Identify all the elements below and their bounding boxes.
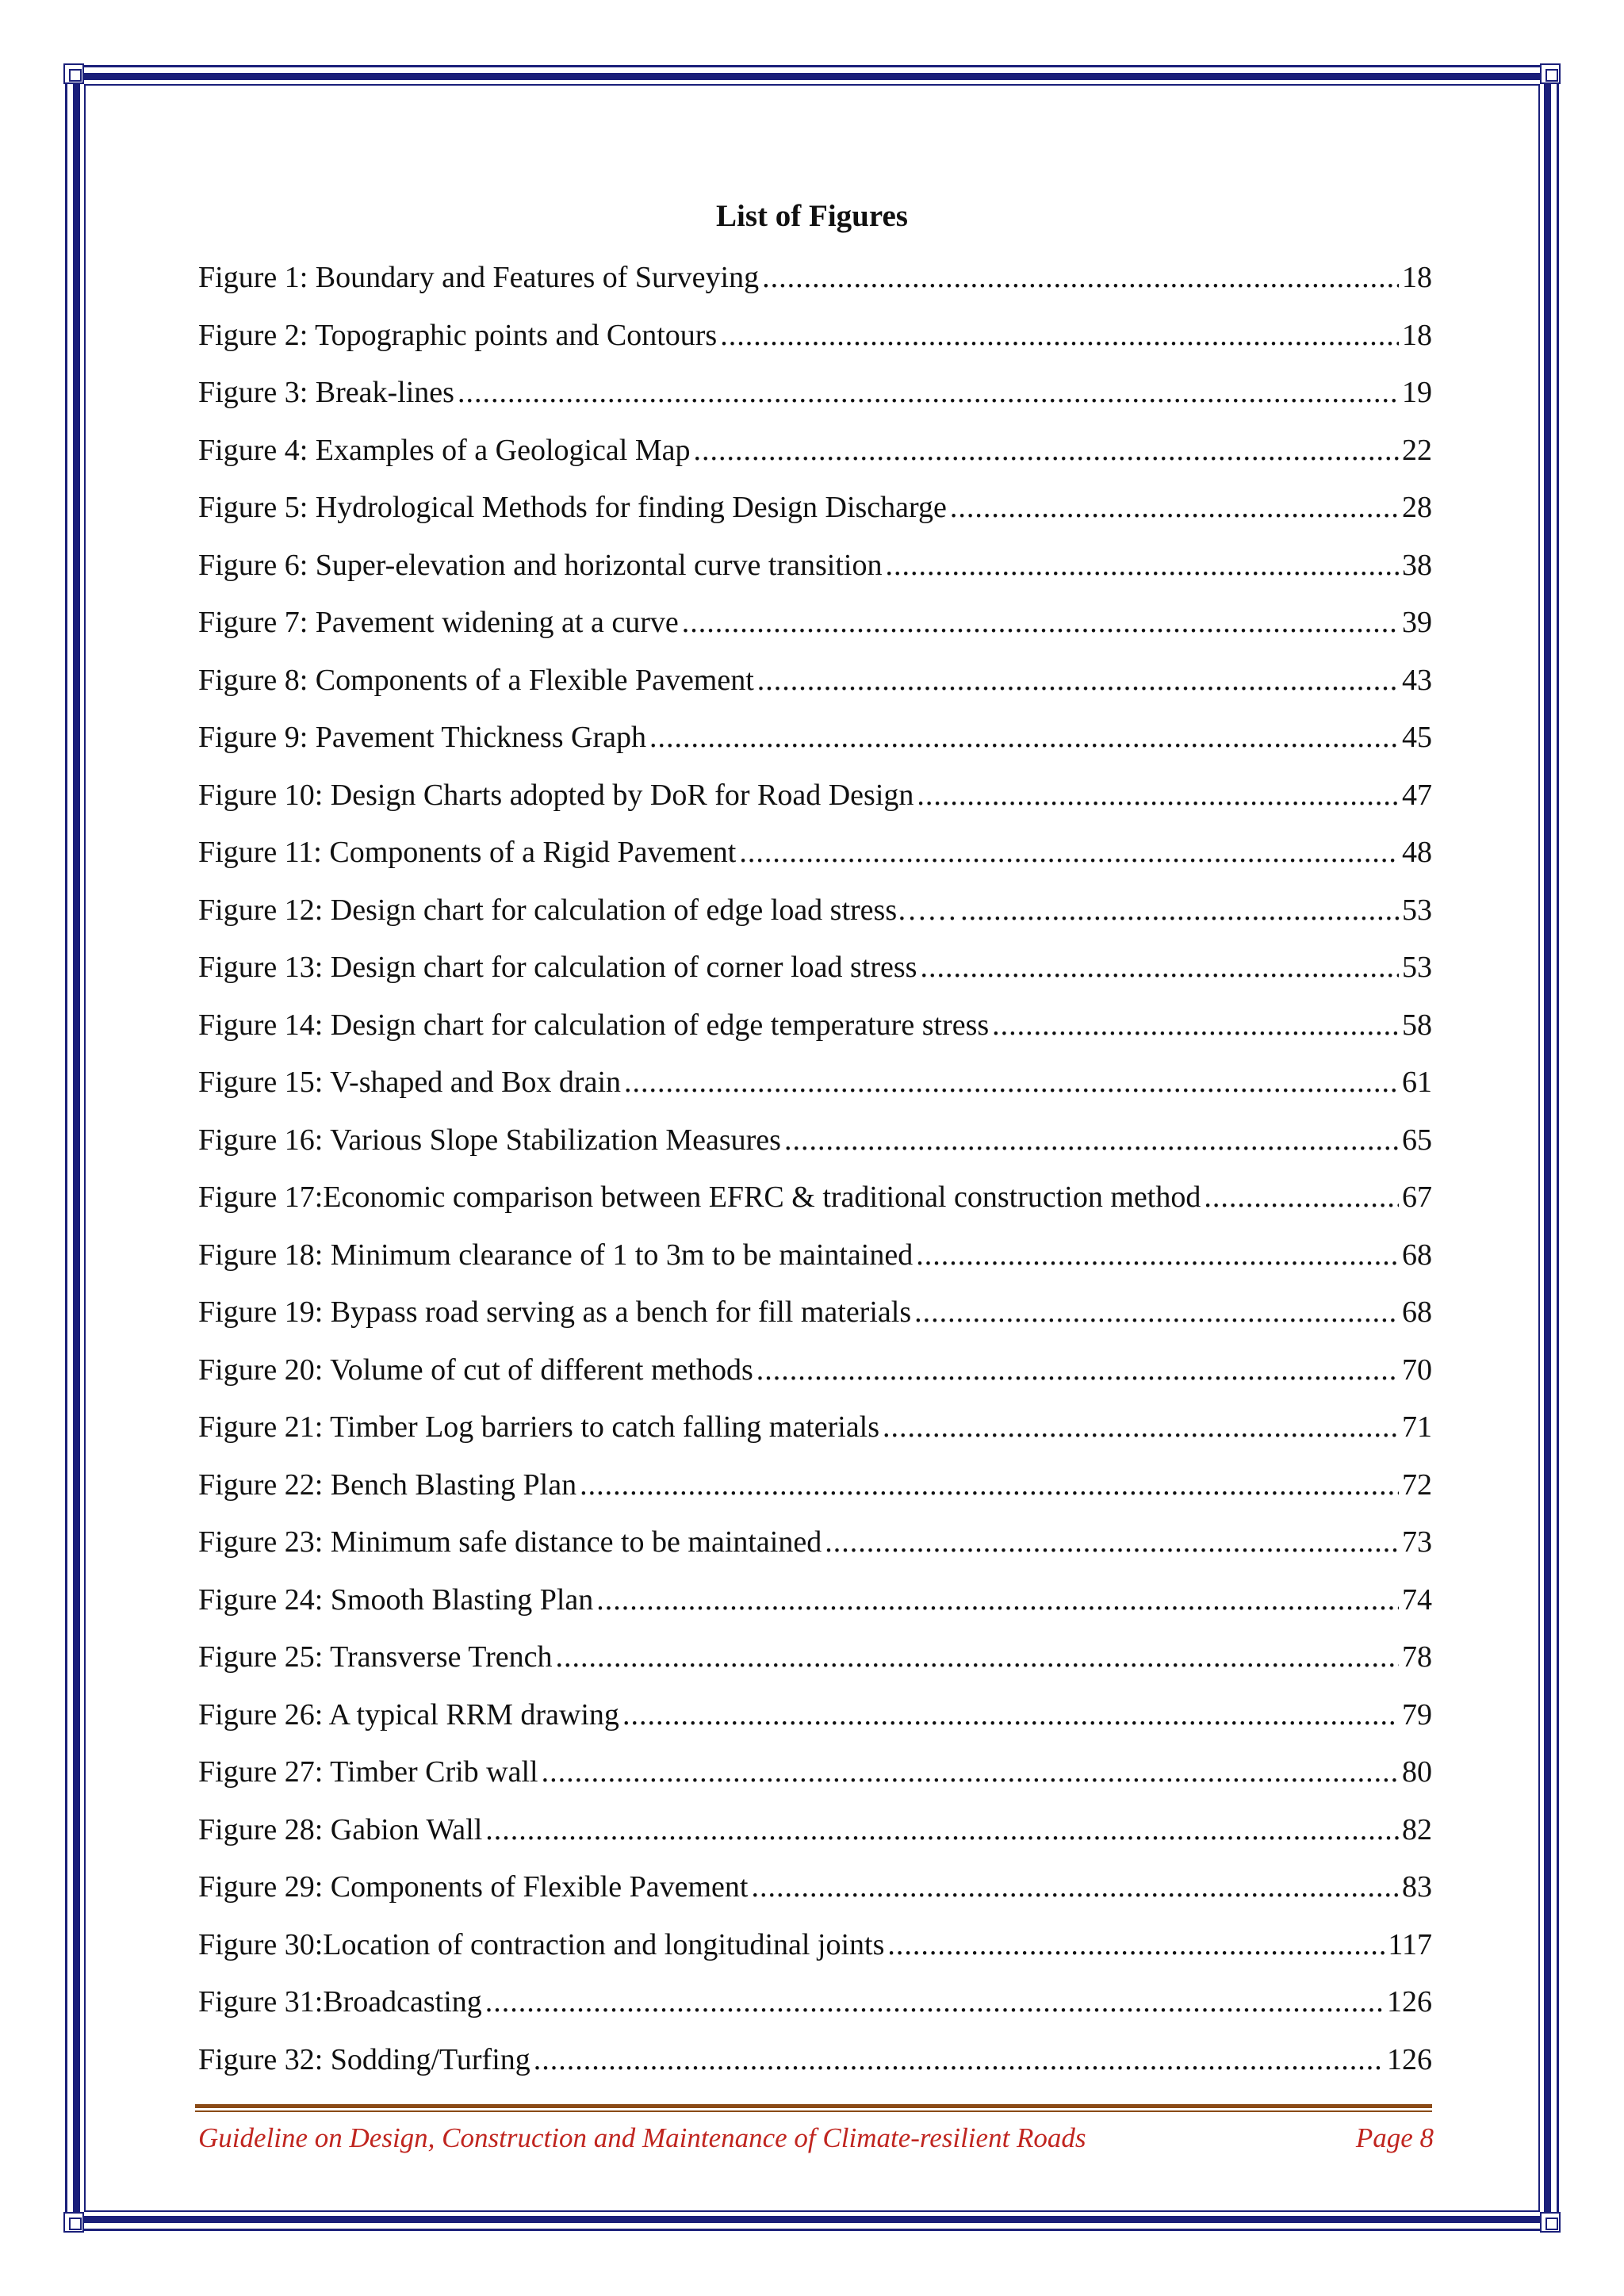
toc-entry[interactable] <box>198 1290 1432 1348</box>
toc-entry-label: Figure 19: Bypass road serving as a bench for fill materials <box>198 1295 912 1329</box>
toc-entry-label: Figure 13: Design chart for calculation of corner load stress <box>198 951 917 984</box>
toc-entry-page: 73 <box>1402 1525 1432 1559</box>
toc-entry-page: 45 <box>1402 721 1432 754</box>
toc-entry-page: 117 <box>1388 1927 1432 1961</box>
toc-dot-leader <box>485 1808 1399 1852</box>
toc-entry-label: Figure 24: Smooth Blasting Plan <box>198 1582 594 1617</box>
toc-dot-leader <box>920 945 1399 989</box>
toc-entry-label: Figure 26: A typical RRM drawing <box>198 1697 619 1732</box>
toc-dot-leader <box>916 1233 1399 1277</box>
toc-dot-leader <box>1204 1175 1399 1219</box>
toc-entry[interactable] <box>198 428 1432 486</box>
toc-dot-leader <box>762 255 1399 300</box>
toc-entry[interactable] <box>198 1003 1432 1061</box>
toc-entry[interactable] <box>198 543 1432 601</box>
footer-rule-thin <box>195 2110 1432 2112</box>
toc-dot-leader <box>682 600 1399 645</box>
toc-dot-leader <box>596 1578 1399 1622</box>
toc-entry-page: 78 <box>1402 1640 1432 1674</box>
toc-dot-leader <box>556 1635 1399 1679</box>
toc-entry[interactable] <box>198 1405 1432 1463</box>
toc-entry-label: Figure 12: Design chart for calculation of edge load stress…… <box>198 893 958 927</box>
toc-entry-page: 47 <box>1402 778 1432 812</box>
toc-dot-leader <box>784 1118 1399 1162</box>
toc-entry[interactable] <box>198 715 1432 773</box>
toc-entry-label: Figure 22: Bench Blasting Plan <box>198 1468 577 1502</box>
toc-dot-leader <box>825 1520 1399 1564</box>
toc-entry-label: Figure 32: Sodding/Turfing <box>198 2042 530 2076</box>
toc-entry[interactable] <box>198 1635 1432 1693</box>
toc-entry-label: Figure 9: Pavement Thickness Graph <box>198 721 646 754</box>
toc-entry[interactable] <box>198 773 1432 831</box>
toc-dot-leader <box>883 1405 1399 1449</box>
toc-dot-leader <box>756 1348 1399 1392</box>
toc-dot-leader <box>649 715 1399 760</box>
toc-entry-page: 58 <box>1402 1008 1432 1042</box>
toc-entry-label: Figure 11: Components of a Rigid Pavement <box>198 836 737 869</box>
toc-dot-leader <box>694 428 1399 473</box>
toc-dot-leader <box>580 1463 1399 1507</box>
toc-dot-leader <box>914 1290 1399 1334</box>
toc-entry-page: 22 <box>1402 433 1432 467</box>
toc-entry-label: Figure 16: Various Slope Stabilization Measures <box>198 1123 781 1157</box>
toc-entry-label: Figure 28: Gabion Wall <box>198 1812 483 1846</box>
toc-entry[interactable] <box>198 888 1432 946</box>
toc-entry-label: Figure 18: Minimum clearance of 1 to 3m to be maintained <box>198 1238 914 1272</box>
toc-entry-label: Figure 20: Volume of cut of different methods <box>198 1353 753 1387</box>
toc-dot-leader <box>885 543 1399 587</box>
toc-entry[interactable] <box>198 2038 1432 2095</box>
toc-entry-label: Figure 2: Topographic points and Contours <box>198 318 718 352</box>
toc-entry-page: 72 <box>1402 1468 1432 1502</box>
toc-entry[interactable] <box>198 1520 1432 1578</box>
toc-entry-page: 68 <box>1402 1295 1432 1329</box>
toc-entry-label: Figure 8: Components of a Flexible Pavement <box>198 663 754 697</box>
toc-dot-leader <box>622 1693 1399 1737</box>
toc-dot-leader <box>992 1003 1399 1047</box>
toc-dot-leader <box>757 658 1399 702</box>
toc-entry-label: Figure 29: Components of Flexible Pavement <box>198 1870 749 1904</box>
toc-entry-label: Figure 31:Broadcasting <box>198 1985 482 2019</box>
toc-dot-leader <box>720 313 1399 358</box>
footer-page-number: Page 8 <box>1355 2122 1434 2153</box>
toc-dot-leader <box>458 370 1399 415</box>
toc-entry-page: 68 <box>1402 1238 1432 1272</box>
toc-dot-leader <box>739 830 1399 874</box>
toc-entry-page: 126 <box>1387 2042 1432 2076</box>
toc-entry-label: Figure 15: V-shaped and Box drain <box>198 1066 622 1099</box>
toc-entry-page: 70 <box>1402 1353 1432 1387</box>
toc-entry[interactable] <box>198 600 1432 658</box>
toc-entry[interactable] <box>198 370 1432 428</box>
toc-entry-page: 80 <box>1402 1755 1432 1789</box>
toc-dot-leader <box>887 1923 1385 1967</box>
toc-entry-label: Figure 7: Pavement widening at a curve <box>198 606 679 639</box>
toc-entry[interactable] <box>198 1693 1432 1751</box>
toc-entry-page: 82 <box>1402 1812 1432 1846</box>
footer-document-title: Guideline on Design, Construction and Maintenance of Climate-resilient Roads <box>198 2122 1086 2153</box>
toc-entry[interactable] <box>198 1233 1432 1291</box>
toc-entry[interactable] <box>198 1463 1432 1521</box>
toc-entry-page: 18 <box>1402 261 1432 294</box>
toc-dot-leader <box>917 773 1399 817</box>
toc-entry-page: 53 <box>1402 893 1432 927</box>
toc-entry[interactable] <box>198 1923 1432 1980</box>
toc-entry-page: 74 <box>1402 1582 1432 1617</box>
toc-entry-label: Figure 4: Examples of a Geological Map <box>198 433 691 467</box>
toc-entry[interactable] <box>198 945 1432 1003</box>
toc-entry-page: 53 <box>1402 951 1432 984</box>
toc-entry[interactable] <box>198 1750 1432 1808</box>
footer-rule <box>195 2104 1432 2108</box>
toc-entry-page: 19 <box>1402 376 1432 409</box>
toc-entry-page: 18 <box>1402 318 1432 352</box>
toc-entry-page: 39 <box>1402 606 1432 639</box>
toc-entry[interactable] <box>198 658 1432 716</box>
toc-entry[interactable] <box>198 255 1432 313</box>
border-corner-ornament <box>63 2212 84 2233</box>
toc-entry-label: Figure 30:Location of contraction and longitudinal joints <box>198 1927 885 1961</box>
toc-entry-page: 28 <box>1402 491 1432 524</box>
toc-entry-label: Figure 25: Transverse Trench <box>198 1640 553 1674</box>
toc-entry[interactable] <box>198 830 1432 888</box>
toc-entry[interactable] <box>198 1175 1432 1233</box>
toc-entry-page: 71 <box>1402 1410 1432 1444</box>
toc-entry-page: 38 <box>1402 548 1432 582</box>
toc-entry[interactable] <box>198 1348 1432 1406</box>
toc-dot-leader <box>960 888 1399 932</box>
toc-entry-page: 61 <box>1402 1066 1432 1099</box>
toc-entry[interactable] <box>198 1060 1432 1118</box>
toc-entry[interactable] <box>198 1980 1432 2038</box>
toc-entry-page: 67 <box>1402 1181 1432 1214</box>
toc-entry-label: Figure 10: Design Charts adopted by DoR for Road Design <box>198 778 914 812</box>
border-corner-ornament <box>1540 63 1561 84</box>
toc-entry[interactable] <box>198 1865 1432 1923</box>
toc-entry[interactable] <box>198 485 1432 543</box>
toc-entry-page: 126 <box>1387 1985 1432 2019</box>
toc-entry-page: 83 <box>1402 1870 1432 1904</box>
toc-entry-label: Figure 21: Timber Log barriers to catch falling materials <box>198 1410 880 1444</box>
toc-entry[interactable] <box>198 313 1432 371</box>
border-corner-ornament <box>63 63 84 84</box>
toc-entry[interactable] <box>198 1808 1432 1866</box>
toc-entry-page: 43 <box>1402 663 1432 697</box>
page-title: List of Figures <box>716 199 908 233</box>
toc-entry[interactable] <box>198 1118 1432 1176</box>
toc-dot-leader <box>624 1060 1399 1104</box>
toc-entry-label: Figure 1: Boundary and Features of Surveying <box>198 261 760 294</box>
toc-dot-leader <box>950 485 1399 530</box>
toc-entry[interactable] <box>198 1578 1432 1636</box>
toc-entry-label: Figure 5: Hydrological Methods for finding Design Discharge <box>198 491 947 524</box>
toc-entry-label: Figure 14: Design chart for calculation of edge temperature stress <box>198 1008 990 1042</box>
toc-entry-label: Figure 23: Minimum safe distance to be maintained <box>198 1525 822 1559</box>
toc-entry-label: Figure 17:Economic comparison between EFRC & traditional construction method <box>198 1181 1201 1214</box>
toc-entry-page: 79 <box>1402 1697 1432 1732</box>
toc-entry-label: Figure 3: Break-lines <box>198 376 454 409</box>
border-corner-ornament <box>1540 2212 1561 2233</box>
toc-entry-label: Figure 27: Timber Crib wall <box>198 1755 538 1789</box>
toc-entry-page: 65 <box>1402 1123 1432 1157</box>
list-of-figures <box>198 255 1432 2095</box>
toc-dot-leader <box>542 1750 1399 1794</box>
toc-dot-leader <box>534 2038 1384 2082</box>
toc-entry-page: 48 <box>1402 836 1432 869</box>
toc-dot-leader <box>485 1980 1384 2024</box>
toc-dot-leader <box>751 1865 1399 1909</box>
toc-entry-label: Figure 6: Super-elevation and horizontal curve transition <box>198 548 883 582</box>
